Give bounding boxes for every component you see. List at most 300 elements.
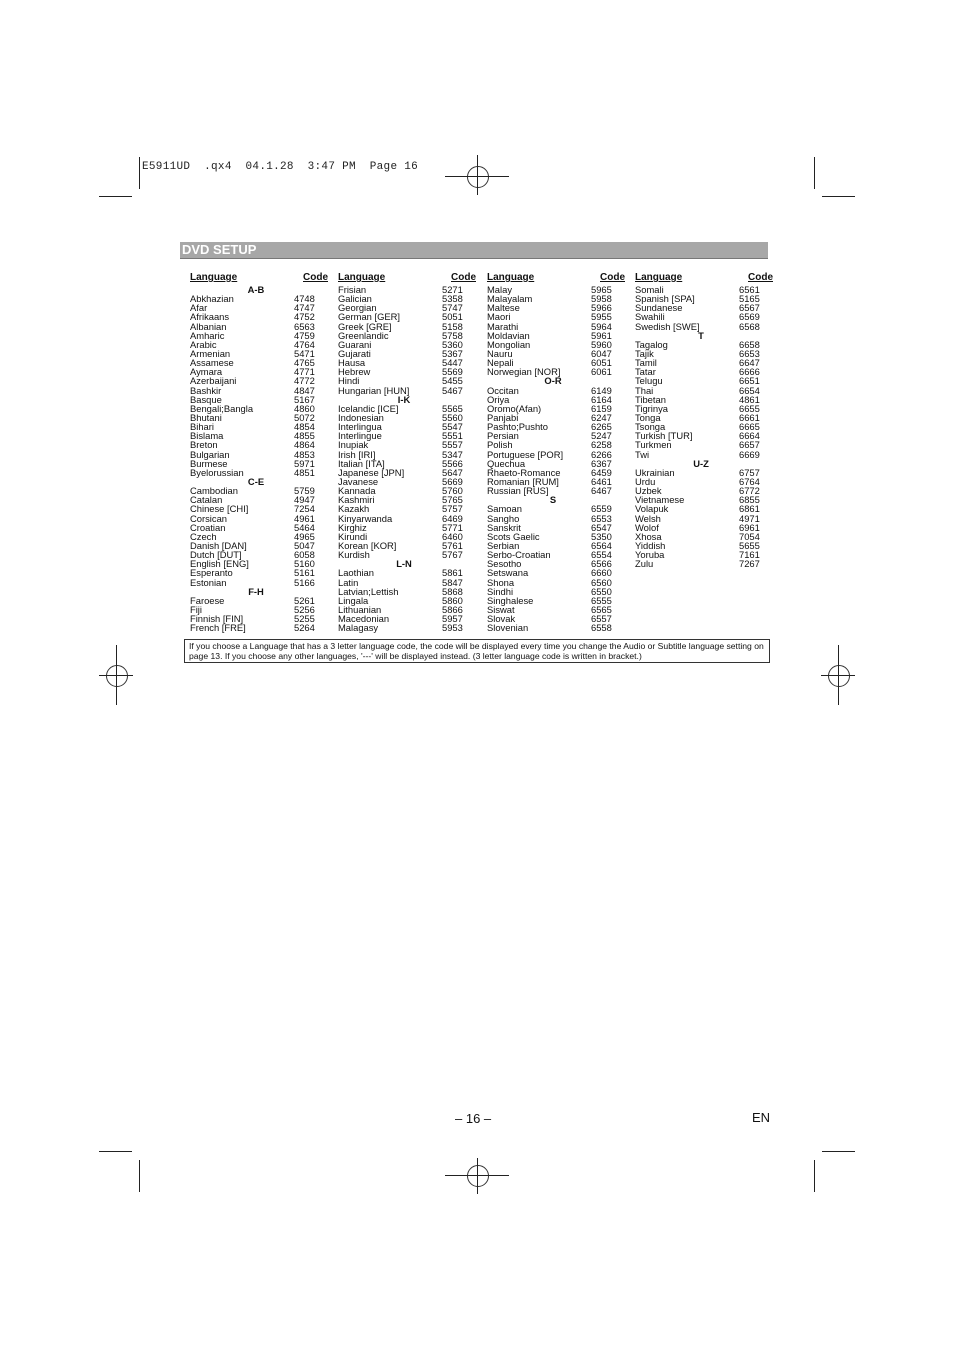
language-code: 5271 bbox=[442, 284, 463, 295]
header-language: Language bbox=[190, 272, 238, 283]
language-name: Interlingua bbox=[338, 421, 382, 433]
language-code: 5866 bbox=[442, 603, 463, 615]
language-code: 4752 bbox=[294, 311, 315, 323]
language-code: 5160 bbox=[294, 558, 315, 570]
language-code: 5464 bbox=[294, 521, 315, 533]
language-code: 4853 bbox=[294, 448, 315, 460]
language-code: 4855 bbox=[294, 430, 315, 442]
language-name: Marathi bbox=[487, 320, 519, 332]
language-name: Tsonga bbox=[635, 421, 666, 433]
language-name: Cambodian bbox=[190, 485, 238, 497]
language-name: Javanese bbox=[338, 475, 379, 487]
language-code: 5051 bbox=[442, 311, 463, 323]
language-name: Kirundi bbox=[338, 530, 368, 542]
group-heading: A-B bbox=[247, 284, 265, 295]
language-code: 6665 bbox=[739, 421, 760, 433]
language-name: Albanian bbox=[190, 320, 227, 332]
language-name: Turkish [TUR] bbox=[635, 430, 693, 442]
language-name: Spanish [SPA] bbox=[635, 293, 695, 305]
language-code: 5072 bbox=[294, 411, 315, 423]
language-code: 4947 bbox=[294, 494, 315, 506]
language-row bbox=[635, 322, 773, 331]
language-code: 4772 bbox=[294, 375, 315, 387]
language-code: 6553 bbox=[591, 512, 612, 524]
language-name: Kannada bbox=[338, 485, 376, 497]
language-code: 6554 bbox=[591, 549, 612, 561]
language-code: 6547 bbox=[591, 521, 612, 533]
language-name: Azerbaijani bbox=[190, 375, 237, 387]
language-code: 6569 bbox=[739, 311, 760, 323]
language-code: 5961 bbox=[591, 329, 612, 341]
language-name: Catalan bbox=[190, 494, 223, 506]
header-code: Code bbox=[303, 272, 328, 283]
language-code: 6559 bbox=[591, 503, 612, 515]
crop-mark bbox=[139, 157, 140, 189]
language-code: 5566 bbox=[442, 457, 463, 469]
language-name: Tamil bbox=[635, 357, 657, 369]
language-name: Lithuanian bbox=[338, 603, 382, 615]
language-name: Oromo(Afan) bbox=[487, 402, 542, 414]
language-name: Malayalam bbox=[487, 293, 533, 305]
language-code: 5560 bbox=[442, 411, 463, 423]
group-heading: O-R bbox=[544, 375, 562, 387]
language-code: 6658 bbox=[739, 338, 760, 350]
language-code: 5255 bbox=[294, 613, 315, 625]
language-code: 4965 bbox=[294, 530, 315, 542]
group-heading: U-Z bbox=[693, 457, 709, 469]
header-language: Language bbox=[635, 272, 683, 283]
language-code: 6861 bbox=[739, 503, 760, 515]
language-code: 5747 bbox=[442, 302, 463, 314]
language-code: 4747 bbox=[294, 302, 315, 314]
language-name: Afar bbox=[190, 302, 208, 314]
language-name: Tigrinya bbox=[635, 402, 668, 414]
language-code: 6459 bbox=[591, 466, 612, 478]
crop-mark bbox=[822, 196, 855, 197]
crop-mark bbox=[99, 1151, 132, 1152]
language-name: Assamese bbox=[190, 357, 234, 369]
language-code: 5264 bbox=[294, 622, 315, 634]
table-column bbox=[487, 273, 625, 632]
language-code: 7054 bbox=[739, 530, 760, 542]
language-name: Byelorussian bbox=[190, 466, 244, 478]
language-code: 6757 bbox=[739, 466, 760, 478]
language-name: Maltese bbox=[487, 302, 520, 314]
language-name: Hungarian [HUN] bbox=[338, 384, 410, 396]
language-name: Thai bbox=[635, 384, 654, 396]
language-code: 6367 bbox=[591, 457, 612, 469]
header-code: Code bbox=[748, 272, 773, 283]
language-name: Kurdish bbox=[338, 549, 370, 561]
language-name: Estonian bbox=[190, 576, 227, 588]
language-name: Rhaeto-Romance bbox=[487, 466, 561, 478]
language-code: 5953 bbox=[442, 622, 463, 634]
language-code: 4764 bbox=[294, 338, 315, 350]
language-code: 6265 bbox=[591, 421, 612, 433]
language-code: 5256 bbox=[294, 603, 315, 615]
language-name: Siswat bbox=[487, 603, 515, 615]
language-row bbox=[487, 623, 625, 632]
language-name: Gujarati bbox=[338, 347, 371, 359]
language-name: Welsh bbox=[635, 512, 661, 524]
language-code: 5847 bbox=[442, 576, 463, 588]
language-name: Macedonian bbox=[338, 613, 390, 625]
language-name: Dutch [DUT] bbox=[190, 549, 242, 561]
language-name: Laothian bbox=[338, 567, 374, 579]
language-code: 6558 bbox=[591, 622, 612, 634]
print-slug: E5911UD .qx4 04.1.28 3:47 PM Page 16 bbox=[142, 161, 419, 173]
table-column bbox=[635, 273, 773, 568]
header-language: Language bbox=[338, 272, 386, 283]
language-name: Sesotho bbox=[487, 558, 522, 570]
language-code: 5455 bbox=[442, 375, 463, 387]
language-code: 6565 bbox=[591, 603, 612, 615]
language-code-table bbox=[190, 272, 773, 638]
language-code: 5757 bbox=[442, 503, 463, 515]
language-code: 5965 bbox=[591, 284, 612, 295]
language-name: Scots Gaelic bbox=[487, 530, 540, 542]
language-name: Amharic bbox=[190, 329, 225, 341]
language-name: Kazakh bbox=[338, 503, 370, 515]
language-code: 5669 bbox=[442, 475, 463, 487]
language-name: Frisian bbox=[338, 284, 367, 295]
language-name: Nauru bbox=[487, 347, 513, 359]
language-name: Bihari bbox=[190, 421, 214, 433]
language-code: 6047 bbox=[591, 347, 612, 359]
language-code: 4771 bbox=[294, 366, 315, 378]
language-code: 4748 bbox=[294, 293, 315, 305]
language-name: Burmese bbox=[190, 457, 228, 469]
language-code: 5960 bbox=[591, 338, 612, 350]
language-name: Nepali bbox=[487, 357, 514, 369]
language-name: Sindhi bbox=[487, 585, 514, 597]
language-code: 6772 bbox=[739, 485, 760, 497]
language-code: 5557 bbox=[442, 439, 463, 451]
language-code: 5167 bbox=[294, 393, 315, 405]
language-name: Faroese bbox=[190, 594, 225, 606]
language-name: Malagasy bbox=[338, 622, 379, 634]
language-code: 4854 bbox=[294, 421, 315, 433]
language-name: Aymara bbox=[190, 366, 223, 378]
group-heading: F-H bbox=[248, 585, 264, 597]
language-code: 4765 bbox=[294, 357, 315, 369]
language-name: Xhosa bbox=[635, 530, 662, 542]
language-name: Armenian bbox=[190, 347, 231, 359]
language-code: 5350 bbox=[591, 530, 612, 542]
language-code: 5860 bbox=[442, 594, 463, 606]
language-code: 6651 bbox=[739, 375, 760, 387]
language-code: 6764 bbox=[739, 475, 760, 487]
language-name: Panjabi bbox=[487, 411, 519, 423]
language-name: Polish bbox=[487, 439, 513, 451]
language-code: 6164 bbox=[591, 393, 612, 405]
language-code: 5861 bbox=[442, 567, 463, 579]
group-heading: I-K bbox=[397, 393, 411, 405]
language-name: Mongolian bbox=[487, 338, 531, 350]
language-code: 6058 bbox=[294, 549, 315, 561]
language-name: Croatian bbox=[190, 521, 226, 533]
language-code: 7254 bbox=[294, 503, 315, 515]
language-code: 6557 bbox=[591, 613, 612, 625]
language-code: 4864 bbox=[294, 439, 315, 451]
language-code: 5964 bbox=[591, 320, 612, 332]
language-name: Sanskrit bbox=[487, 521, 521, 533]
language-name: Ukrainian bbox=[635, 466, 675, 478]
language-code: 6669 bbox=[739, 448, 760, 460]
language-code: 6567 bbox=[739, 302, 760, 314]
header-language: Language bbox=[487, 272, 535, 283]
language-code: 6654 bbox=[739, 384, 760, 396]
group-heading: S bbox=[549, 494, 557, 506]
language-code: 5358 bbox=[442, 293, 463, 305]
language-code: 5647 bbox=[442, 466, 463, 478]
language-code: 5471 bbox=[294, 347, 315, 359]
language-code: 4759 bbox=[294, 329, 315, 341]
language-name: Telugu bbox=[635, 375, 663, 387]
language-code: 6855 bbox=[739, 494, 760, 506]
language-code: 4961 bbox=[294, 512, 315, 524]
language-name: Finnish [FIN] bbox=[190, 613, 244, 625]
crop-mark bbox=[814, 1160, 815, 1192]
language-code: 6051 bbox=[591, 357, 612, 369]
language-code: 6467 bbox=[591, 485, 612, 497]
language-name: Korean [KOR] bbox=[338, 539, 397, 551]
language-code: 6461 bbox=[591, 475, 612, 487]
language-code: 5247 bbox=[591, 430, 612, 442]
language-code: 5161 bbox=[294, 567, 315, 579]
language-code: 6657 bbox=[739, 439, 760, 451]
language-code: 4851 bbox=[294, 466, 315, 478]
language-name: Turkmen bbox=[635, 439, 672, 451]
language-name: Japanese [JPN] bbox=[338, 466, 405, 478]
language-name: Swedish [SWE] bbox=[635, 320, 700, 332]
language-code: 6550 bbox=[591, 585, 612, 597]
language-code: 5759 bbox=[294, 485, 315, 497]
language-name: Georgian bbox=[338, 302, 377, 314]
language-row bbox=[190, 623, 328, 632]
language-name: Bashkir bbox=[190, 384, 222, 396]
language-code: 5758 bbox=[442, 329, 463, 341]
language-code: 6660 bbox=[591, 567, 612, 579]
crop-mark bbox=[814, 157, 815, 189]
language-code: 6266 bbox=[591, 448, 612, 460]
language-code: 6149 bbox=[591, 384, 612, 396]
language-code: 6560 bbox=[591, 576, 612, 588]
language-code: 6159 bbox=[591, 402, 612, 414]
language-name: Yiddish bbox=[635, 539, 666, 551]
language-name: Abkhazian bbox=[190, 293, 234, 305]
language-code: 6653 bbox=[739, 347, 760, 359]
language-name: Serbian bbox=[487, 539, 520, 551]
language-name: Maori bbox=[487, 311, 511, 323]
language-name: Danish [DAN] bbox=[190, 539, 247, 551]
language-name: Italian [ITA] bbox=[338, 457, 385, 469]
language-name: Sundanese bbox=[635, 302, 683, 314]
language-name: Romanian [RUM] bbox=[487, 475, 559, 487]
language-code: 7267 bbox=[739, 558, 760, 570]
language-code: 6561 bbox=[739, 284, 760, 295]
language-code: 6961 bbox=[739, 521, 760, 533]
language-name: Hebrew bbox=[338, 366, 371, 378]
language-name: Indonesian bbox=[338, 411, 384, 423]
language-name: Corsican bbox=[190, 512, 227, 524]
language-name: Norwegian [NOR] bbox=[487, 366, 561, 378]
language-tag: EN bbox=[752, 1110, 771, 1125]
table-column bbox=[190, 273, 328, 632]
language-name: Tibetan bbox=[635, 393, 666, 405]
language-name: Lingala bbox=[338, 594, 369, 606]
language-name: Chinese [CHI] bbox=[190, 503, 249, 515]
language-name: Tonga bbox=[635, 411, 661, 423]
language-code: 6247 bbox=[591, 411, 612, 423]
language-name: Bulgarian bbox=[190, 448, 230, 460]
language-name: Russian [RUS] bbox=[487, 485, 549, 497]
language-name: Galician bbox=[338, 293, 372, 305]
language-code: 5569 bbox=[442, 366, 463, 378]
language-code: 6655 bbox=[739, 402, 760, 414]
group-heading: L-N bbox=[396, 558, 412, 570]
language-name: Quechua bbox=[487, 457, 526, 469]
language-code: 5767 bbox=[442, 549, 463, 561]
language-code: 5547 bbox=[442, 421, 463, 433]
language-name: Hausa bbox=[338, 357, 366, 369]
language-name: Greek [GRE] bbox=[338, 320, 392, 332]
language-name: Urdu bbox=[635, 475, 656, 487]
language-code: 6563 bbox=[294, 320, 315, 332]
language-code: 5166 bbox=[294, 576, 315, 588]
language-name: Volapuk bbox=[635, 503, 669, 515]
language-code: 4971 bbox=[739, 512, 760, 524]
language-code: 6661 bbox=[739, 411, 760, 423]
language-name: Sangho bbox=[487, 512, 520, 524]
language-name: Uzbek bbox=[635, 485, 662, 497]
language-row bbox=[338, 623, 476, 632]
language-name: Latvian;Lettish bbox=[338, 585, 399, 597]
page-number: – 16 – bbox=[455, 1111, 492, 1126]
language-name: Bislama bbox=[190, 430, 224, 442]
crop-mark bbox=[99, 196, 132, 197]
language-code: 6647 bbox=[739, 357, 760, 369]
title-underline bbox=[180, 258, 768, 259]
language-name: Afrikaans bbox=[190, 311, 230, 323]
language-code: 5955 bbox=[591, 311, 612, 323]
language-name: Vietnamese bbox=[635, 494, 685, 506]
language-code: 5966 bbox=[591, 302, 612, 314]
header-code: Code bbox=[600, 272, 625, 283]
language-name: Kinyarwanda bbox=[338, 512, 393, 524]
language-code-note: If you choose a Language that has a 3 letter language code, the code will be displayed every time you change the Audio or Subtitle language setting on page 13. If you choose any other languages, '---' will be displayed instead. (3 letter language code is written in bracket.) bbox=[184, 639, 770, 663]
section-title: DVD SETUP bbox=[180, 242, 768, 258]
language-name: Malay bbox=[487, 284, 513, 295]
language-name: Samoan bbox=[487, 503, 522, 515]
language-name: Persian bbox=[487, 430, 519, 442]
language-name: Tagalog bbox=[635, 338, 668, 350]
language-name: Basque bbox=[190, 393, 222, 405]
language-name: Portuguese [POR] bbox=[487, 448, 564, 460]
language-name: Serbo-Croatian bbox=[487, 549, 551, 561]
language-name: Setswana bbox=[487, 567, 529, 579]
language-code: 4861 bbox=[739, 393, 760, 405]
language-name: Singhalese bbox=[487, 594, 534, 606]
language-code: 5551 bbox=[442, 430, 463, 442]
language-name: Greenlandic bbox=[338, 329, 389, 341]
language-name: Yoruba bbox=[635, 549, 665, 561]
header-code: Code bbox=[451, 272, 476, 283]
language-code: 5868 bbox=[442, 585, 463, 597]
language-name: French [FRE] bbox=[190, 622, 246, 634]
language-code: 5447 bbox=[442, 357, 463, 369]
language-row bbox=[487, 486, 625, 495]
language-name: English [ENG] bbox=[190, 558, 249, 570]
language-name: Bengali;Bangla bbox=[190, 402, 254, 414]
language-code: 5655 bbox=[739, 539, 760, 551]
language-name: Swahili bbox=[635, 311, 665, 323]
language-code: 5957 bbox=[442, 613, 463, 625]
language-code: 5347 bbox=[442, 448, 463, 460]
language-code: 5771 bbox=[442, 521, 463, 533]
language-name: Hindi bbox=[338, 375, 360, 387]
language-code: 5360 bbox=[442, 338, 463, 350]
language-name: Inupiak bbox=[338, 439, 369, 451]
language-name: Interlingue bbox=[338, 430, 382, 442]
language-name: Arabic bbox=[190, 338, 217, 350]
language-name: Slovenian bbox=[487, 622, 529, 634]
language-code: 5367 bbox=[442, 347, 463, 359]
language-name: Bhutani bbox=[190, 411, 222, 423]
language-name: Somali bbox=[635, 284, 664, 295]
language-code: 6566 bbox=[591, 558, 612, 570]
language-name: German [GER] bbox=[338, 311, 400, 323]
language-name: Tatar bbox=[635, 366, 656, 378]
language-code: 5047 bbox=[294, 539, 315, 551]
language-name: Icelandic [ICE] bbox=[338, 402, 399, 414]
language-name: Tajik bbox=[635, 347, 654, 359]
language-name: Kashmiri bbox=[338, 494, 375, 506]
language-name: Oriya bbox=[487, 393, 510, 405]
language-code: 5760 bbox=[442, 485, 463, 497]
language-code: 6460 bbox=[442, 530, 463, 542]
language-code: 5158 bbox=[442, 320, 463, 332]
language-code: 6258 bbox=[591, 439, 612, 451]
language-name: Pashto;Pushto bbox=[487, 421, 548, 433]
language-name: Guarani bbox=[338, 338, 372, 350]
table-column bbox=[338, 273, 476, 632]
group-heading: T bbox=[698, 329, 704, 341]
language-name: Twi bbox=[635, 448, 650, 460]
language-code: 6666 bbox=[739, 366, 760, 378]
language-code: 7161 bbox=[739, 549, 760, 561]
language-name: Slovak bbox=[487, 613, 516, 625]
language-code: 6564 bbox=[591, 539, 612, 551]
language-code: 6568 bbox=[739, 320, 760, 332]
crop-mark bbox=[822, 1151, 855, 1152]
language-code: 4860 bbox=[294, 402, 315, 414]
language-code: 5261 bbox=[294, 594, 315, 606]
language-name: Moldavian bbox=[487, 329, 530, 341]
language-name: Occitan bbox=[487, 384, 519, 396]
language-row bbox=[635, 559, 773, 568]
language-code: 4847 bbox=[294, 384, 315, 396]
language-code: 6469 bbox=[442, 512, 463, 524]
group-heading: C-E bbox=[247, 475, 265, 487]
language-name: Zulu bbox=[635, 558, 654, 570]
crop-mark bbox=[139, 1160, 140, 1192]
language-code: 5165 bbox=[739, 293, 760, 305]
language-name: Esperanto bbox=[190, 567, 233, 579]
language-name: Breton bbox=[190, 439, 218, 451]
language-code: 5565 bbox=[442, 402, 463, 414]
language-name: Kirghiz bbox=[338, 521, 367, 533]
